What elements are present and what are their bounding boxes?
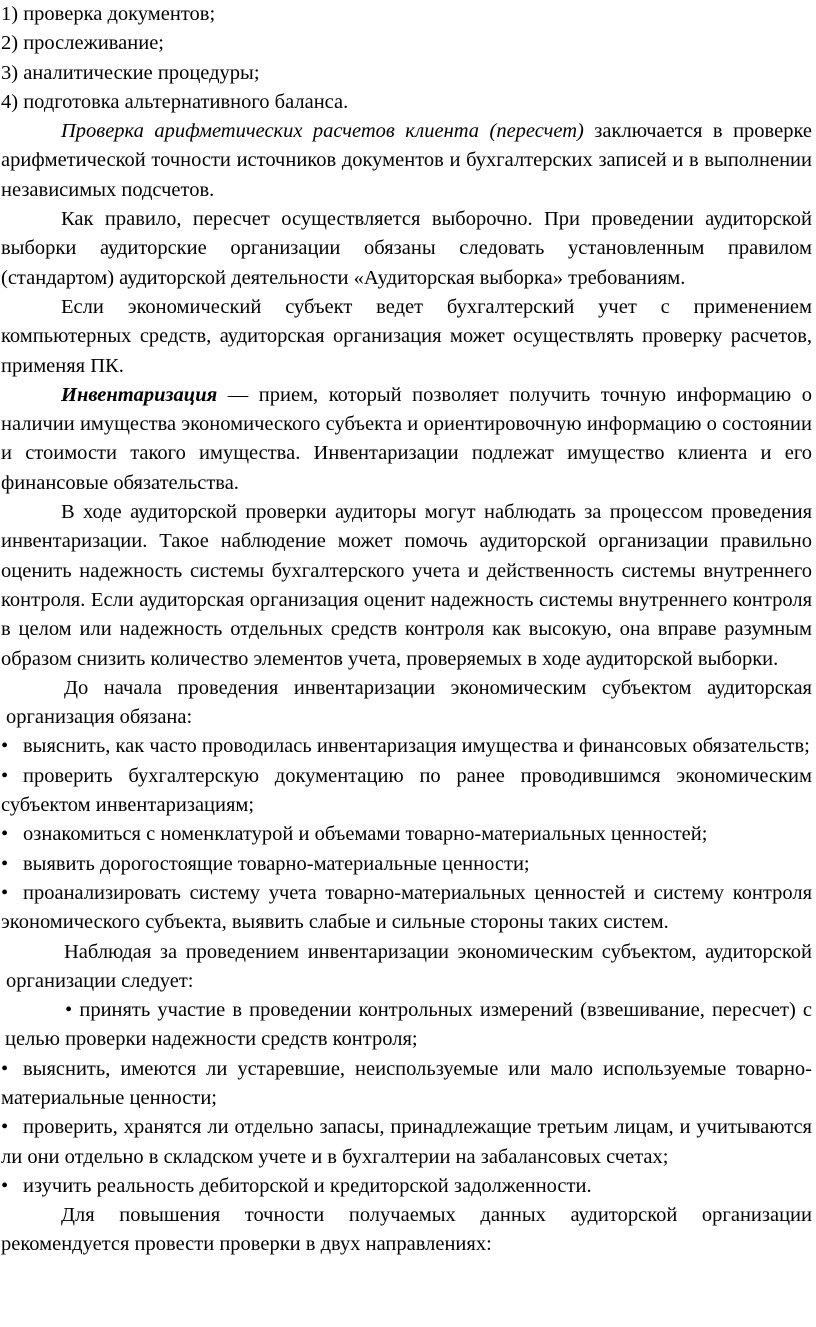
bullet-text: выявить дорогостоящие товарно-материальные ценности;	[23, 852, 530, 875]
bullet-icon: •	[1, 1174, 9, 1197]
bullet-text: проанализировать систему учета товарно-материальных ценностей и систему контроля экономического субъекта, выявить слабые и сильные стороны таких систем.	[1, 881, 812, 934]
bullet-icon: •	[65, 999, 73, 1022]
term-recount: Проверка арифметических расчетов клиента (пересчет)	[61, 120, 584, 143]
term-inventory: Инвентаризация	[61, 383, 218, 406]
paragraph-computer: Если экономический субъект ведет бухгалтерский учет с применением компьютерных средств, аудиторская организация может осуществлять проверку расчетов, применяя ПК.	[1, 295, 812, 377]
paragraph-during: Наблюдая за проведением инвентаризации экономическим субъектом, аудиторской организации следует:	[6, 940, 812, 992]
paragraph-inventory	[1, 381, 812, 498]
bullet-text: выяснить, имеются ли устаревшие, неиспользуемые или мало используемые товарно-материальные ценности;	[1, 1057, 812, 1109]
bullet-item	[1, 1055, 812, 1114]
list-item: 3) аналитические процедуры;	[1, 61, 260, 84]
bullet-text: выяснить, как часто проводилась инвентаризация имущества и финансовых обязательств;	[23, 735, 810, 758]
bullet-icon: •	[1, 881, 9, 904]
paragraph-before: До начала проведения инвентаризации экономическим субъектом аудиторская организация обязана:	[6, 676, 812, 729]
bullet-item	[1, 762, 812, 821]
bullet-text: проверить, хранятся ли отдельно запасы, принадлежащие третьим лицам, и учитываются ли они отдельно в складском учете и в бухгалтерии на забалансовых счетах;	[1, 1116, 812, 1168]
bullet-item	[1, 732, 812, 761]
bullet-item	[1, 879, 812, 938]
bullet-item	[1, 996, 812, 1055]
bullet-item	[1, 1113, 812, 1172]
bullet-icon: •	[1, 1116, 9, 1139]
list-item: 4) подготовка альтернативного баланса.	[1, 90, 349, 113]
bullet-item	[1, 820, 812, 849]
bullet-text: проверить бухгалтерскую документацию по ранее проводившимся экономическим субъектом инвентаризациям;	[1, 764, 812, 817]
paragraph-recount	[1, 117, 812, 205]
paragraph-final: Для повышения точности получаемых данных аудиторской организации рекомендуется провести проверки в двух направлениях:	[1, 1204, 812, 1256]
list-item: 2) прослеживание;	[1, 32, 164, 55]
bullet-text: ознакомиться с номенклатурой и объемами товарно-материальных ценностей;	[23, 823, 708, 846]
bullet-icon: •	[1, 1057, 9, 1080]
bullet-icon: •	[1, 852, 9, 875]
bullet-icon: •	[1, 735, 9, 758]
paragraph-observe: В ходе аудиторской проверки аудиторы могут наблюдать за процессом проведения инвентаризации. Такое наблюдение может помочь аудиторской организации правильно оценить надежность системы бухгалтерского учета и действенность системы внутреннего контроля. Если аудиторская организация оценит надежность системы внутреннего контроля в целом или надежность отдельных средств контроля как высокую, она вправе разумным образом снизить количество элементов учета, проверяемых в ходе аудиторской выборки.	[1, 501, 812, 670]
bullet-item	[1, 1172, 812, 1201]
list-item: 1) проверка документов;	[1, 3, 216, 25]
paragraph-selective: Как правило, пересчет осуществляется выборочно. При проведении аудиторской выборки аудиторские организации обязаны следовать установленным правилом (стандартом) аудиторской деятельности «Аудиторская выборка» требованиям.	[1, 208, 812, 289]
paragraph-text: — прием, который позволяет получить точную информацию о наличии имущества экономического субъекта и ориентировочную информацию о состоянии и стоимости такого имущества. Инвентаризации подлежат имущество клиента и его финансовые обязательства.	[1, 383, 812, 494]
bullet-icon: •	[1, 823, 9, 846]
bullet-text: изучить реальность дебиторской и кредиторской задолженности.	[23, 1174, 592, 1197]
paragraph-text: заключается в проверке арифметической точности источников документов и бухгалтерских записей и в выполнении независимых подсчетов.	[1, 120, 812, 201]
bullet-icon: •	[1, 764, 9, 787]
bullet-item	[1, 850, 812, 879]
bullet-text: принять участие в проведении контрольных измерений (взвешивание, пересчет) с целью проверки надежности средств контроля;	[5, 999, 813, 1051]
